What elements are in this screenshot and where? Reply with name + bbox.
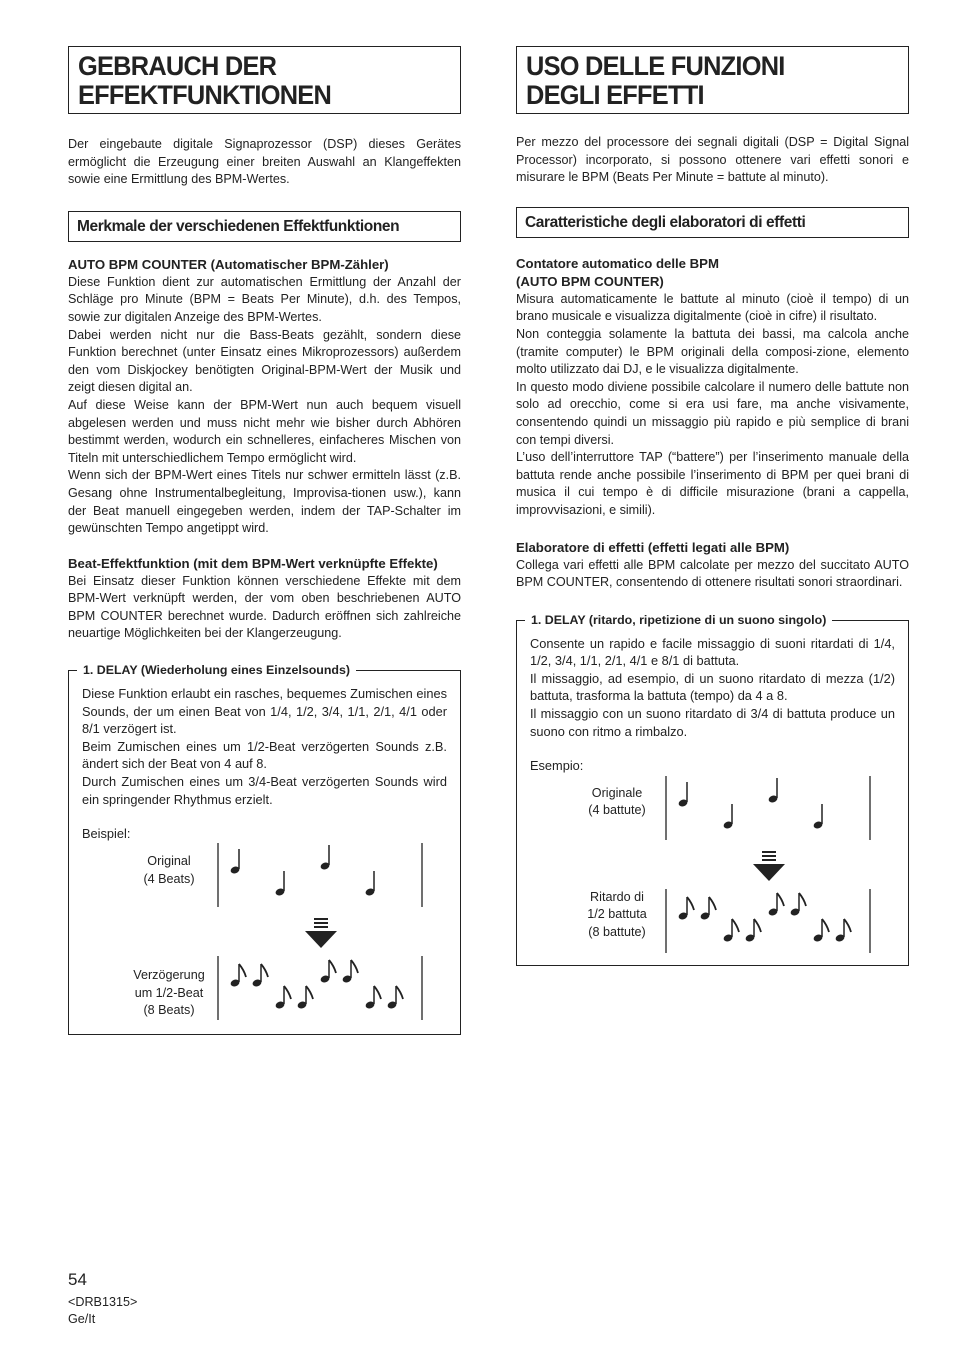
left-delayed-label-2: um 1/2-Beat	[134, 985, 204, 1000]
right-delay-p1: Consente un rapido e facile missaggio di suoni ritardati di 1/4, 1/2, 3/4, 1/1, 2/1, 4/1 e 8/1 di battuta.	[530, 635, 895, 669]
left-title-line2: EFFEKTFUNKTIONEN	[78, 80, 332, 110]
left-auto-bpm-heading: AUTO BPM COUNTER (Automatischer BPM-Zähler)	[68, 256, 389, 272]
eighth-note-icon	[768, 893, 784, 917]
left-delayed-label-3: (8 Beats)	[143, 1003, 195, 1018]
right-original-notation	[665, 776, 875, 840]
right-beat-heading: Elaboratore di effetti (effetti legati alle BPM)	[516, 539, 790, 555]
left-beat-p1: Bei Einsatz dieser Funktion können verschiedene Effekte mit dem BPM-Wert verknüpft werden, der vom oben beschriebenen AUTO BPM COUNTER berechnet wurde. Dadurch eröffnen sich zahlreiche neuartige Möglichkeiten bei der Klangerzeugung.	[68, 573, 461, 641]
left-auto-bpm-p3: Auf diese Weise kann der BPM-Wert nun auch bequem visuell abgelesen werden und muss nicht mehr wie bisher durch Abhören bestimmt werden, wodurch ein schnelleres, einfacheres Mischen von Titeln mit unterschiedlichem Tempo ermöglicht wird.	[68, 397, 461, 465]
right-delayed-label	[562, 889, 672, 942]
quarter-note-icon	[365, 871, 376, 897]
left-example-label: Beispiel:	[82, 826, 131, 842]
right-column	[516, 46, 909, 966]
right-delay-p2: Il missaggio, ad esempio, di un suono ritardato di mezza (1/2) battuta, trasforma la battuta (tempo) da 4 a 8.	[530, 670, 895, 704]
left-original-label-2: (4 Beats)	[143, 871, 195, 886]
right-delay-label: 1. DELAY (ritardo, ripetizione di un suono singolo)	[525, 612, 832, 628]
left-delayed-notation	[217, 956, 427, 1020]
left-delayed-label-1: Verzögerung	[133, 968, 205, 983]
left-delay-p2: Beim Zumischen eines um 1/2-Beat verzögerten Sounds z.B. ändert sich der Beat von 4 auf 8.	[82, 738, 447, 772]
eighth-note-icon	[813, 919, 829, 943]
doc-code	[68, 1294, 137, 1328]
eighth-note-icon	[275, 986, 291, 1010]
left-auto-bpm-p4: Wenn sich der BPM-Wert eines Titels nur schwer ermitteln lässt (z.B. Gesang ohne Instrumentalbegleitung, Improvisa-tionen usw.), kann der Beat manuell eingegeben werden, indem der TAP-Schalter im gewünschten Tempo angetippt wird.	[68, 468, 461, 536]
right-original-label	[562, 785, 672, 820]
right-example-label: Esempio:	[530, 758, 584, 774]
right-delayed-notation	[665, 889, 875, 953]
left-title-box	[68, 46, 461, 114]
left-title-line1: GEBRAUCH DER	[78, 51, 277, 81]
left-delay-p3: Durch Zumischen eines um 3/4-Beat verzögerten Sounds wird ein springender Rhythmus erzielt.	[82, 774, 447, 807]
right-auto-bpm-heading-1: Contatore automatico delle BPM	[516, 255, 719, 271]
eighth-note-icon	[678, 897, 694, 921]
right-delayed-label-1: Ritardo di	[590, 889, 644, 904]
left-section-title: Merkmale der verschiedenen Effektfunktionen	[68, 211, 461, 242]
quarter-note-icon	[813, 804, 824, 830]
eighth-note-icon	[387, 986, 403, 1010]
doc-code-lang: Ge/It	[68, 1312, 96, 1326]
left-auto-bpm-p2: Dabei werden nicht nur die Bass-Beats gezählt, sondern diese Funktion berechnet (unter Einsatz eines Mikroprozessors) außerdem den vom Diskjockey benötigten Original-BPM-Wert der Musik und zeigt diesen digital an.	[68, 327, 461, 395]
left-delayed-label	[114, 967, 224, 1020]
eighth-note-icon	[723, 919, 739, 943]
eighth-note-icon	[297, 986, 313, 1010]
doc-code-id: <DRB1315>	[68, 1295, 138, 1309]
eighth-note-icon	[835, 919, 851, 943]
right-title-line1: USO DELLE FUNZIONI	[526, 51, 785, 81]
right-auto-bpm-heading-2: (AUTO BPM COUNTER)	[516, 273, 664, 289]
right-auto-bpm-p4: L’uso dell’interruttore TAP (“battere”) per l’inserimento manuale della battuta rende anche possibile l’inserimento di BPM per quei brani di musica il cui tempo è di difficile misurazione (brani a cappella, improvvisazioni, e simili).	[516, 450, 909, 517]
right-delay-p3: Il missaggio con un suono ritardato di 3/4 di battuta produce un suono con ritmo a rimbalzo.	[530, 706, 895, 739]
quarter-note-icon	[275, 871, 286, 897]
quarter-note-icon	[678, 782, 689, 808]
left-beat-heading: Beat-Effektfunktion (mit dem BPM-Wert verknüpfte Effekte)	[68, 555, 438, 571]
eighth-note-icon	[745, 919, 761, 943]
right-title-line2: DEGLI EFFETTI	[526, 80, 704, 110]
quarter-note-icon	[320, 845, 331, 871]
eighth-note-icon	[365, 986, 381, 1010]
quarter-note-icon	[723, 804, 734, 830]
right-auto-bpm-p2: Non conteggia solamente la battuta dei bassi, ma calcola anche (tramite computer) le BPM originali della composi-zione, elemento molto utilizzato dai DJ, e le visualizza digitalmente.	[516, 326, 909, 377]
quarter-note-icon	[230, 849, 241, 875]
right-delayed-label-2: 1/2 battuta	[587, 907, 647, 922]
eighth-note-icon	[252, 964, 268, 988]
left-column	[68, 46, 461, 1035]
right-delayed-label-3: (8 battute)	[588, 924, 646, 939]
quarter-note-icon	[768, 778, 779, 804]
eighth-note-icon	[700, 897, 716, 921]
page-number: 54	[68, 1270, 87, 1289]
right-intro: Per mezzo del processore dei segnali digitali (DSP = Digital Signal Processor) incorporato, si possono ottenere vari effetti sonori e misurare le BPM (Beats Per Minute = battute al minuto).	[516, 135, 909, 185]
right-beat-p1: Collega vari effetti alle BPM calcolate per mezzo del succitato AUTO BPM COUNTER, consentendo di ottenere risultati sonori straordinari.	[516, 557, 909, 590]
eighth-note-icon	[790, 893, 806, 917]
left-original-label-1: Original	[147, 854, 191, 869]
eighth-note-icon	[230, 964, 246, 988]
down-arrow-icon	[753, 849, 785, 883]
right-auto-bpm-p1: Misura automaticamente le battute al minuto (cioè il tempo) di un brano musicale e visualizza digitalmente (cioè in cifre) il risultato.	[516, 291, 909, 324]
left-auto-bpm-p1: Diese Funktion dient zur automatischen Ermittlung der Anzahl der Schläge pro Minute (BPM = Beats Per Minute), d.h. des Tempos, sowie zur digitalen Anzeige des BPM-Wertes.	[68, 274, 461, 324]
right-title-box	[516, 46, 909, 114]
left-delay-p1: Diese Funktion erlaubt ein rasches, bequemes Zumischen eines Sounds, der um einen Beat von 1/4, 1/2, 3/4, 1/1, 2/1, 4/1 oder 8/1 verzögert ist.	[82, 686, 447, 737]
eighth-note-icon	[320, 960, 336, 984]
right-auto-bpm-p3: In questo modo diviene possibile calcolare il numero delle battute non solo ad orecchio, come si era usi fare, ma anche visivamente, consentendo quindi un missaggio più rapido e più semplice di brani con tempi diversi.	[516, 379, 909, 447]
right-original-label-1: Originale	[591, 785, 643, 800]
left-original-notation	[217, 843, 427, 907]
left-intro: Der eingebaute digitale Signaprozessor (DSP) dieses Gerätes ermöglicht die Erzeugung einer breiten Auswahl an Klangeffekten sowie eine Ermittlung des BPM-Wertes.	[68, 137, 461, 187]
left-original-label	[114, 853, 224, 888]
eighth-note-icon	[342, 960, 358, 984]
left-delay-frame	[68, 663, 461, 1035]
right-section-title: Caratteristiche degli elaboratori di effetti	[516, 207, 909, 238]
right-delay-frame	[516, 612, 909, 966]
down-arrow-icon	[305, 916, 337, 950]
right-original-label-2: (4 battute)	[588, 803, 646, 818]
left-delay-label: 1. DELAY (Wiederholung eines Einzelsounds)	[77, 662, 356, 678]
